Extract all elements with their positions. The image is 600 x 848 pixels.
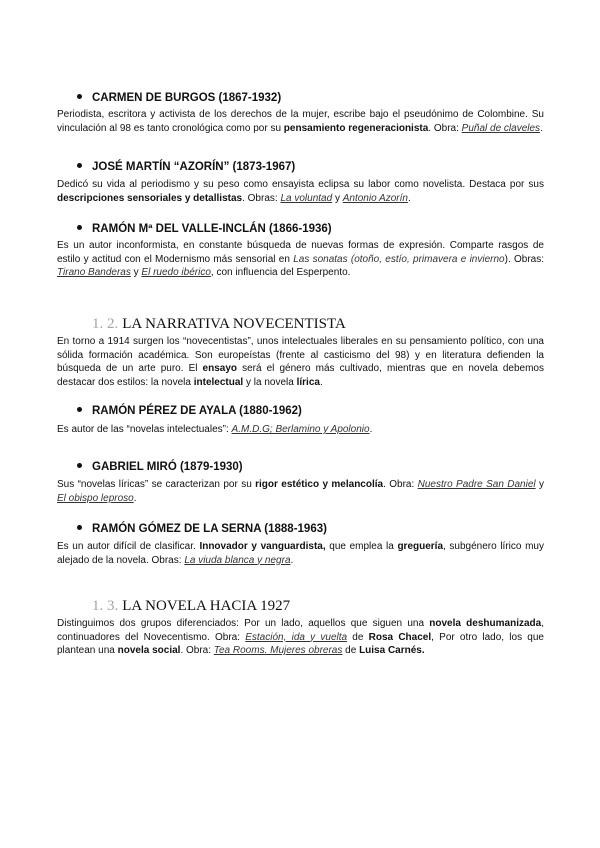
work-title: La viuda blanca y negra — [184, 554, 291, 566]
bullet-icon — [77, 525, 82, 530]
section-heading-novela-hacia-1927 — [92, 598, 290, 615]
author-paragraph-azorin: Dedicó su vida al periodismo y su peso como ensayista eclipsa su labor como novelista. Destaca por sus descripciones sensoriales y detallistas. Obras: La voluntad y Antonio Azorín. — [57, 179, 544, 204]
author-heading-miro: GABRIEL MIRÓ (1879-1930) — [77, 461, 243, 473]
work-title: El obispo leproso — [57, 492, 134, 504]
work-title: Tirano Banderas — [57, 267, 131, 279]
author-paragraph-miro: Sus “novelas líricas” se caracterizan por su rigor estético y melancolía. Obra: Nuestro Padre San Daniel y El obispo leproso. — [57, 479, 544, 504]
author-heading-perez-de-ayala: RAMÓN PÉREZ DE AYALA (1880-1962) — [77, 405, 302, 417]
bullet-icon — [77, 407, 82, 412]
section-title: LA NARRATIVA NOVECENTISTA — [122, 316, 346, 332]
bullet-icon — [77, 225, 82, 230]
work-title: Nuestro Padre San Daniel — [417, 479, 536, 490]
author-heading-valle-inclan: RAMÓN Mª DEL VALLE-INCLÁN (1866-1936) — [77, 223, 332, 235]
author-heading-burgos: CARMEN DE BURGOS (1867-1932) — [77, 92, 281, 104]
author-heading-gomez-de-la-serna: RAMÓN GÓMEZ DE LA SERNA (1888-1963) — [77, 523, 327, 535]
author-paragraph-perez-de-ayala: Es autor de las “novelas intelectuales”: A.M.D.G; Berlamino y Apolonio. — [57, 424, 373, 435]
bullet-icon — [77, 463, 82, 468]
author-paragraph-valle-inclan: Es un autor inconformista, en constante búsqueda de nuevas formas de expresión. Comparte rasgos de estilo y actitud con el Modernismo más sensorial en Las sonatas (otoño, estío, primavera e invierno). Obras: Tirano Banderas y El ruedo ibérico, con influencia del Esperpento. — [57, 240, 544, 279]
work-title: Tea Rooms. Mujeres obreras — [213, 645, 343, 657]
author-paragraph-gomez-de-la-serna: Es un autor difícil de clasificar. Innovador y vanguardista, que emplea la greguería, subgénero lírico muy alejado de la novela. Obras: La viuda blanca y negra. — [57, 541, 544, 566]
section-title: LA NOVELA HACIA 1927 — [122, 598, 291, 614]
work-title: Estación, ida y vuelta — [245, 631, 348, 643]
section-number: 1. 3. — [92, 598, 119, 614]
section-number: 1. 2. — [92, 316, 119, 332]
author-paragraph-burgos: Periodista, escritora y activista de los derechos de la mujer, escribe bajo el pseudónimo de Colombine. Su vinculación al 98 es tanto cronológica como por su pensamiento regeneracionista. Obra: Puñal de claveles. — [57, 109, 544, 134]
work-title: Puñal de claveles — [461, 122, 541, 134]
work-title: A.M.D.G; Berlamino y Apolonio — [231, 424, 370, 435]
section-paragraph-novecentista: En torno a 1914 surgen los “novecentistas”, unos intelectuales liberales en su pensamiento político, con una sólida formación académica. Son europeístas (frente al casticismo del 98) y en literatura defienden la búsqueda de un arte puro. El ensayo será el género más cultivado, mientras que en novela debemos destacar dos estilos: la novela intelectual y la novela lírica. — [57, 336, 544, 388]
work-title: La voluntad — [280, 192, 333, 204]
author-heading-azorin: JOSÉ MARTÍN “AZORÍN” (1873-1967) — [77, 161, 295, 173]
section-paragraph-hacia-1927: Distinguimos dos grupos diferenciados: Por un lado, aquellos que siguen una novela deshumanizada, continuadores del Novecentismo. Obra: Estación, ida y vuelta de Rosa Chacel, Por otro lado, los que plantean una novela social. Obra: Tea Rooms. Mujeres obreras de Luisa Carnés. — [57, 618, 544, 657]
work-title: El ruedo ibérico — [141, 267, 211, 279]
section-heading-narrativa-novecentista — [92, 316, 346, 333]
bullet-icon — [77, 163, 82, 168]
bullet-icon — [77, 94, 82, 99]
work-title: Antonio Azorín — [342, 192, 408, 204]
